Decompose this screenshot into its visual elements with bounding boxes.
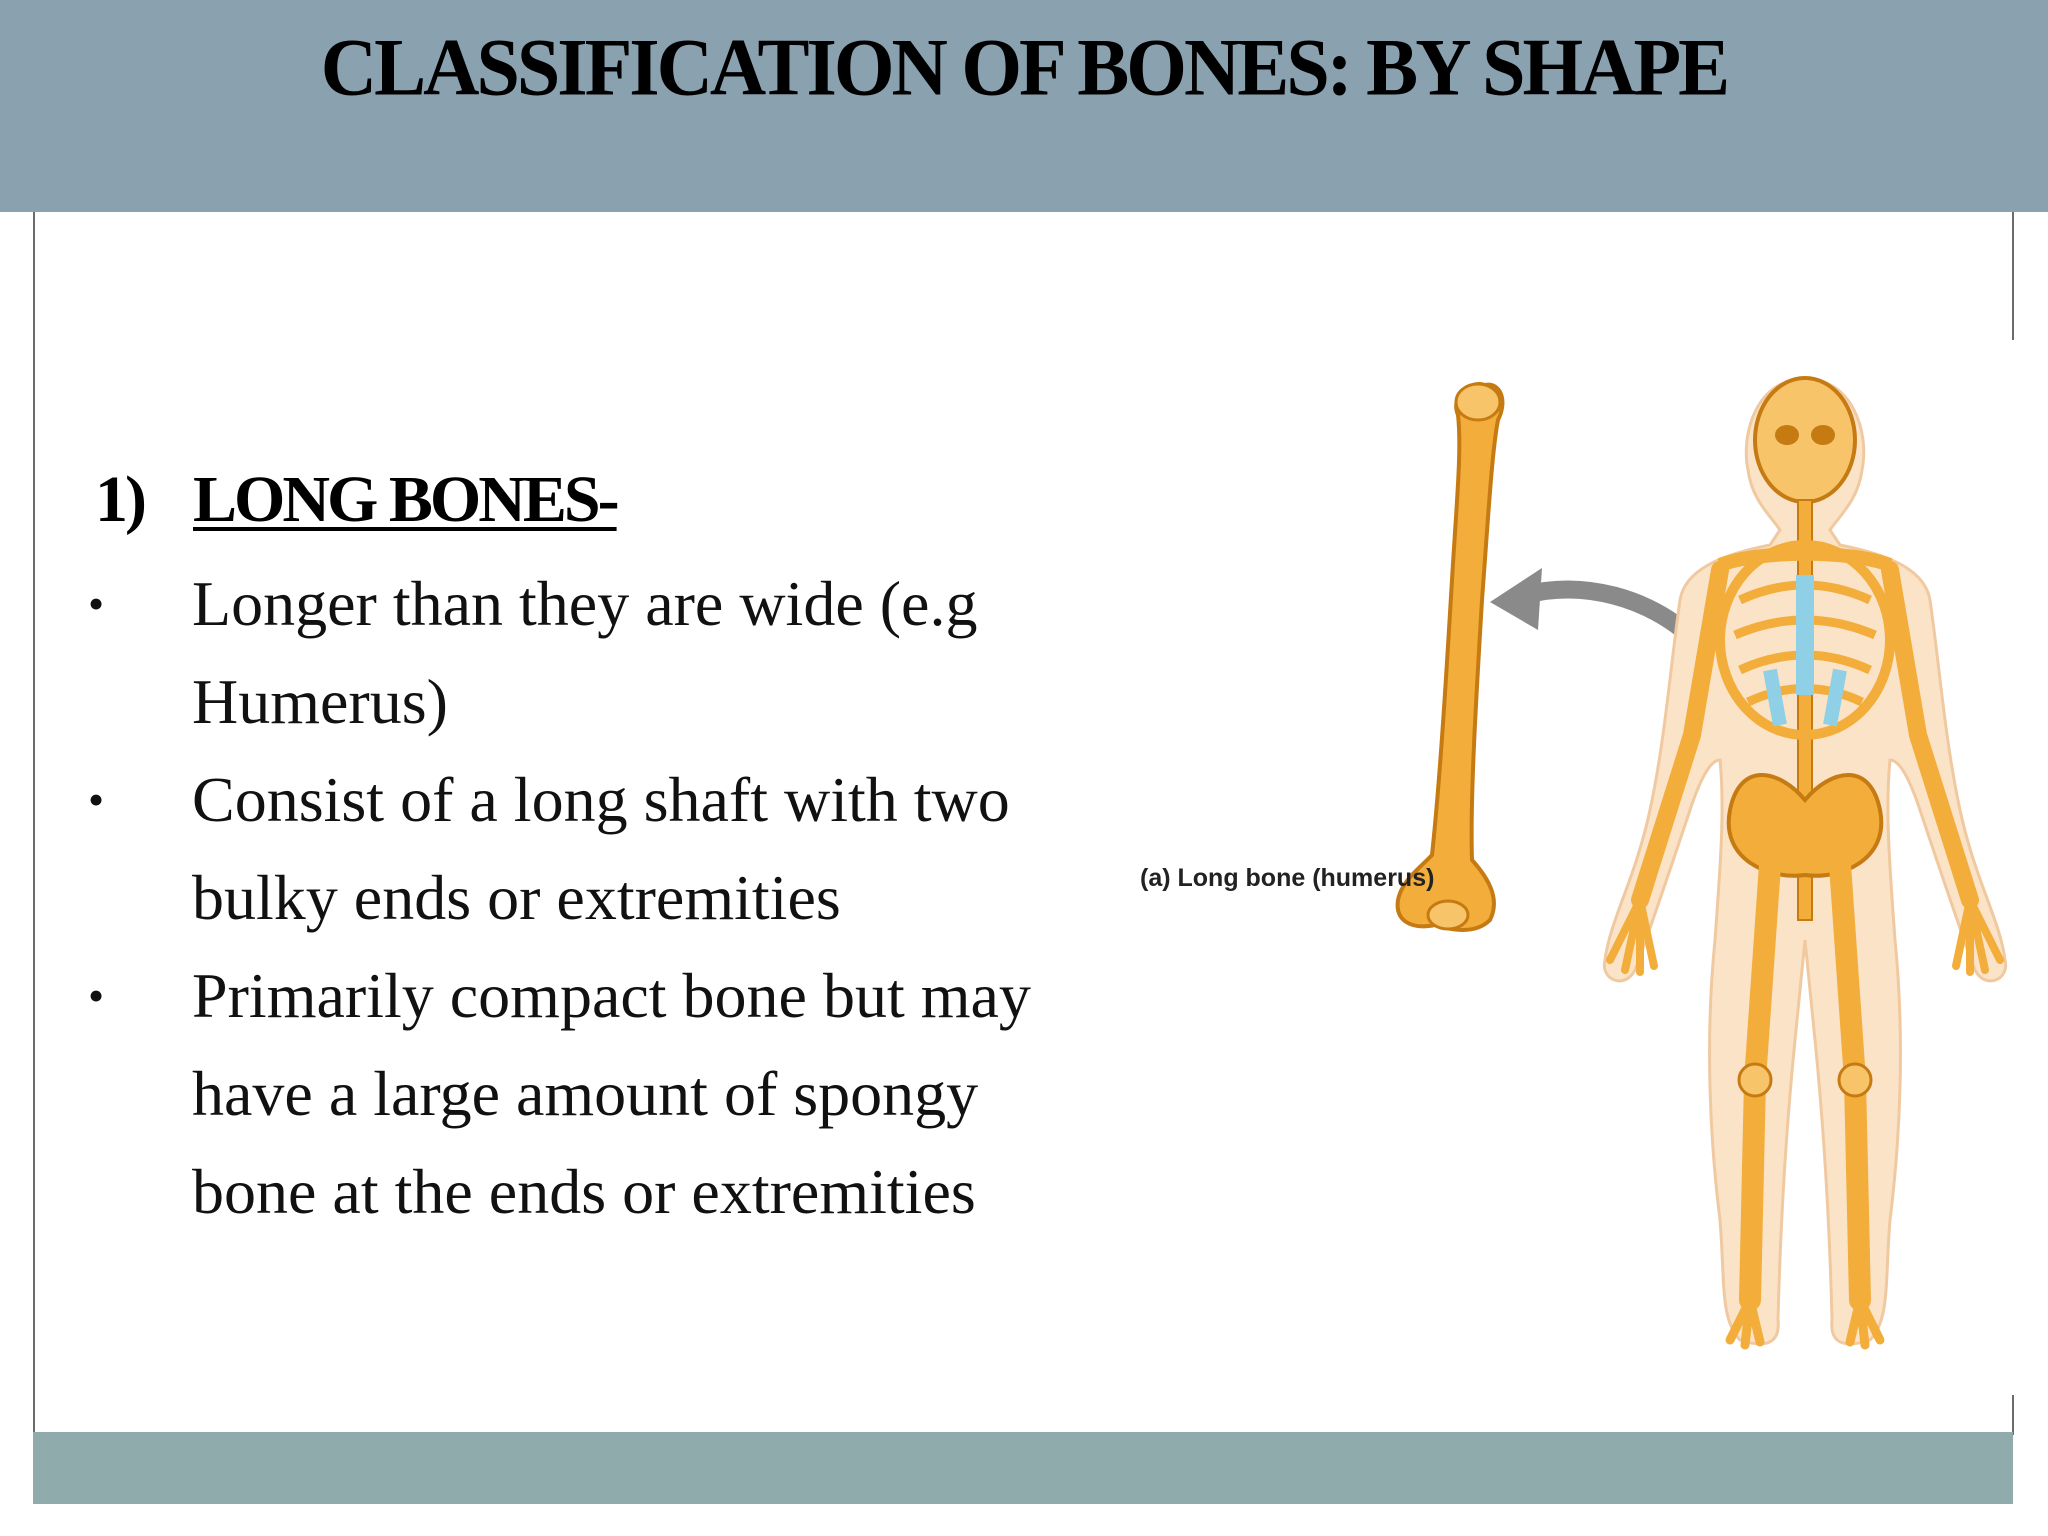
frame-line-left — [33, 212, 35, 1432]
bullet-text: Primarily compact bone but may have a large amount of spongy bone at the ends or extremities — [192, 960, 1031, 1227]
body-skeleton — [1604, 378, 2005, 1345]
bullet-text: Consist of a long shaft with two bulky ends or extremities — [192, 764, 1010, 933]
bullet-symbol: • — [88, 970, 105, 1021]
frame-line-right-top — [2012, 212, 2014, 340]
frame-line-right-bottom — [2012, 1395, 2014, 1435]
heading-number: 1) — [95, 463, 144, 536]
section-heading — [95, 462, 617, 538]
footer-bar — [33, 1432, 2013, 1504]
slide-title: CLASSIFICATION OF BONES: BY SHAPE — [320, 20, 1728, 113]
bullet-item — [88, 555, 1108, 751]
heading-text: LONG BONES- — [193, 463, 617, 536]
figure-caption: (a) Long bone (humerus) — [1140, 864, 1435, 892]
bullet-text: Longer than they are wide (e.g Humerus) — [192, 568, 978, 737]
bullet-symbol: • — [88, 774, 105, 825]
pointer-arrow — [1490, 568, 1700, 645]
bullet-list — [88, 555, 1108, 1241]
bullet-symbol: • — [88, 578, 105, 629]
humerus-bone — [1398, 384, 1503, 930]
bullet-item — [88, 947, 1108, 1241]
bullet-item — [88, 751, 1108, 947]
